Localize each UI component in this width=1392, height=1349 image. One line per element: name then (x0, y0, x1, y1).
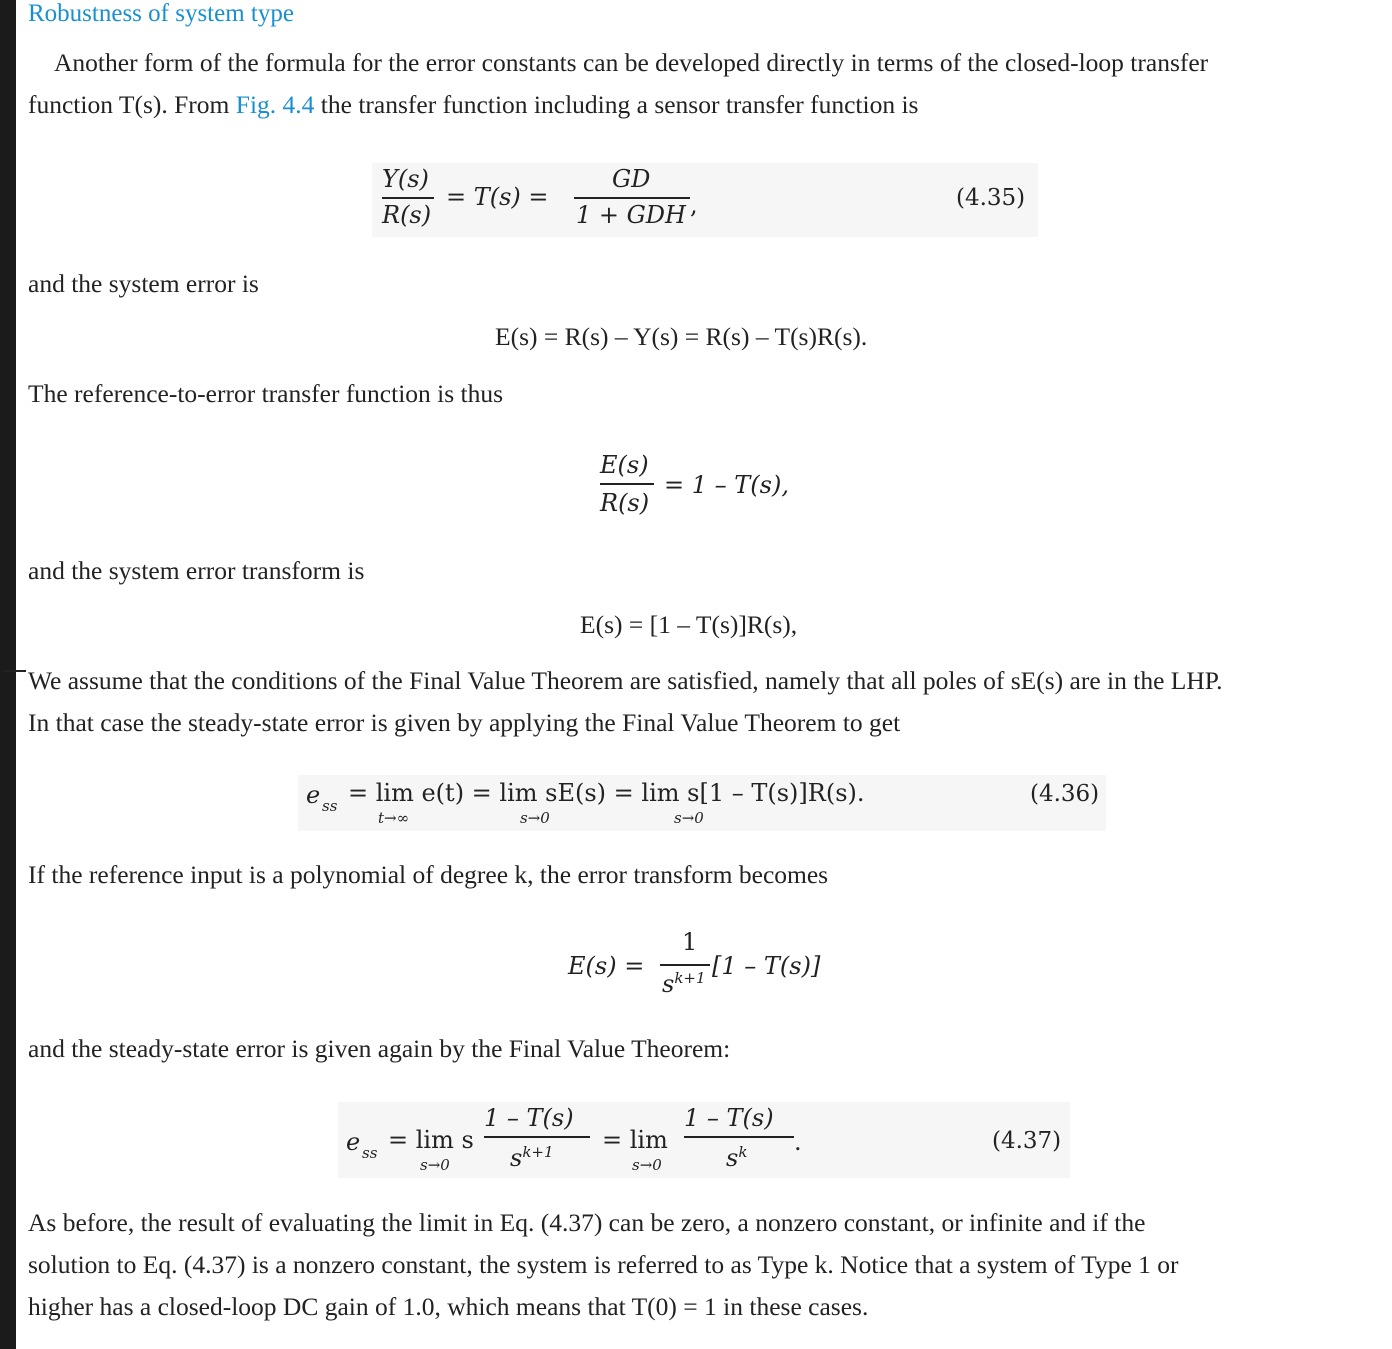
limit-subscript: s→0 (674, 809, 704, 827)
fraction-denominator (510, 1144, 554, 1172)
paragraph-intro-line1: Another form of the formula for the error constants can be developed directly in terms of the closed-loop transfer (54, 48, 1209, 77)
equation-comma: , (690, 191, 698, 219)
equation-number: (4.37) (992, 1128, 1062, 1154)
paragraph-system-error: and the system error is (28, 269, 259, 298)
fraction-numerator: 1 (682, 928, 698, 956)
den-exponent: k+1 (522, 1143, 554, 1161)
equation-4-35 (372, 163, 1038, 237)
fraction-numerator: 1 – T(s) (684, 1104, 774, 1132)
text-span: function T(s). From (28, 90, 236, 119)
limit-operator: = lim s (388, 1126, 474, 1154)
fraction-bar (684, 1136, 794, 1138)
fraction-numerator: 1 – T(s) (484, 1104, 574, 1132)
fraction-bar (574, 197, 690, 199)
equation-error-polynomial (564, 928, 864, 1004)
fraction-denominator (726, 1144, 747, 1172)
equation-rhs: [1 – T(s)] (712, 952, 821, 980)
page-left-edge (0, 0, 16, 1349)
equation-middle: = T(s) = (446, 183, 549, 211)
den-base: s (510, 1144, 523, 1172)
equation-4-36 (298, 775, 1106, 831)
paragraph-error-transform: and the system error transform is (28, 556, 365, 585)
ess-base: e (346, 1128, 361, 1156)
section-heading: Robustness of system type (28, 0, 294, 27)
ess-subscript: ss (322, 797, 338, 815)
paragraph-line: solution to Eq. (4.37) is a nonzero constant, the system is referred to as Type k. Notice that a system of Type 1 or (28, 1250, 1179, 1279)
equation-number: (4.36) (1030, 781, 1100, 807)
fraction-denominator: R(s) (600, 489, 650, 517)
fraction-bar (484, 1136, 590, 1138)
ess-base: e (306, 781, 321, 809)
paragraph-conclusion (28, 1202, 1179, 1328)
equation-4-37 (338, 1102, 1070, 1178)
paragraph-ref-to-error: The reference-to-error transfer function is thus (28, 379, 504, 408)
den-exponent: k+1 (674, 969, 706, 987)
equation-error: E(s) = R(s) – Y(s) = R(s) – T(s)R(s). (495, 322, 868, 351)
limit-subscript: s→0 (520, 809, 550, 827)
paragraph-final-value (28, 660, 1223, 744)
fraction-denominator (662, 970, 706, 998)
fraction-bar (660, 964, 710, 966)
den-exponent: k (738, 1143, 748, 1161)
limit-subscript: t→∞ (378, 809, 410, 827)
paragraph-line: In that case the steady-state error is given by applying the Final Value Theorem to get (28, 708, 901, 737)
equation-error-transform: E(s) = [1 – T(s)]R(s), (580, 610, 798, 639)
equation-rhs: = 1 – T(s), (664, 471, 789, 499)
equation-reference-to-error (596, 449, 826, 525)
ess-subscript: ss (362, 1144, 378, 1162)
equation-lhs: E(s) = (568, 952, 645, 980)
fraction-numerator: Y(s) (382, 165, 429, 193)
fraction-numerator: GD (612, 165, 651, 193)
equation-body: = lim e(t) = lim sE(s) = lim s[1 – T(s)]R(s). (348, 779, 865, 807)
paragraph-polynomial: If the reference input is a polynomial of degree k, the error transform becomes (28, 860, 829, 889)
limit-subscript: s→0 (420, 1156, 450, 1174)
fraction-bar (600, 483, 654, 485)
paragraph-line: We assume that the conditions of the Final Value Theorem are satisfied, namely that all poles of sE(s) are in the LHP. (28, 666, 1223, 695)
paragraph-steady-state: and the steady-state error is given again by the Final Value Theorem: (28, 1034, 731, 1063)
paragraph-intro (28, 42, 1208, 126)
fraction-denominator: 1 + GDH (576, 201, 686, 229)
paragraph-line: As before, the result of evaluating the limit in Eq. (4.37) can be zero, a nonzero constant, or infinite and if the (28, 1208, 1146, 1237)
fraction-bar (382, 197, 434, 199)
equation-period: . (794, 1128, 802, 1156)
fraction-denominator: R(s) (382, 201, 432, 229)
margin-mark (4, 670, 26, 672)
ess-symbol (306, 781, 320, 809)
limit-operator: = lim (602, 1126, 668, 1154)
figure-link[interactable]: Fig. 4.4 (235, 90, 315, 119)
fraction-numerator: E(s) (600, 451, 649, 479)
equation-number: (4.35) (956, 185, 1026, 211)
den-base: s (662, 970, 675, 998)
paragraph-intro-line2 (28, 84, 1208, 126)
den-base: s (726, 1144, 739, 1172)
limit-subscript: s→0 (632, 1156, 662, 1174)
text-span: the transfer function including a sensor transfer function is (314, 90, 919, 119)
paragraph-line: higher has a closed-loop DC gain of 1.0, which means that T(0) = 1 in these cases. (28, 1292, 869, 1321)
